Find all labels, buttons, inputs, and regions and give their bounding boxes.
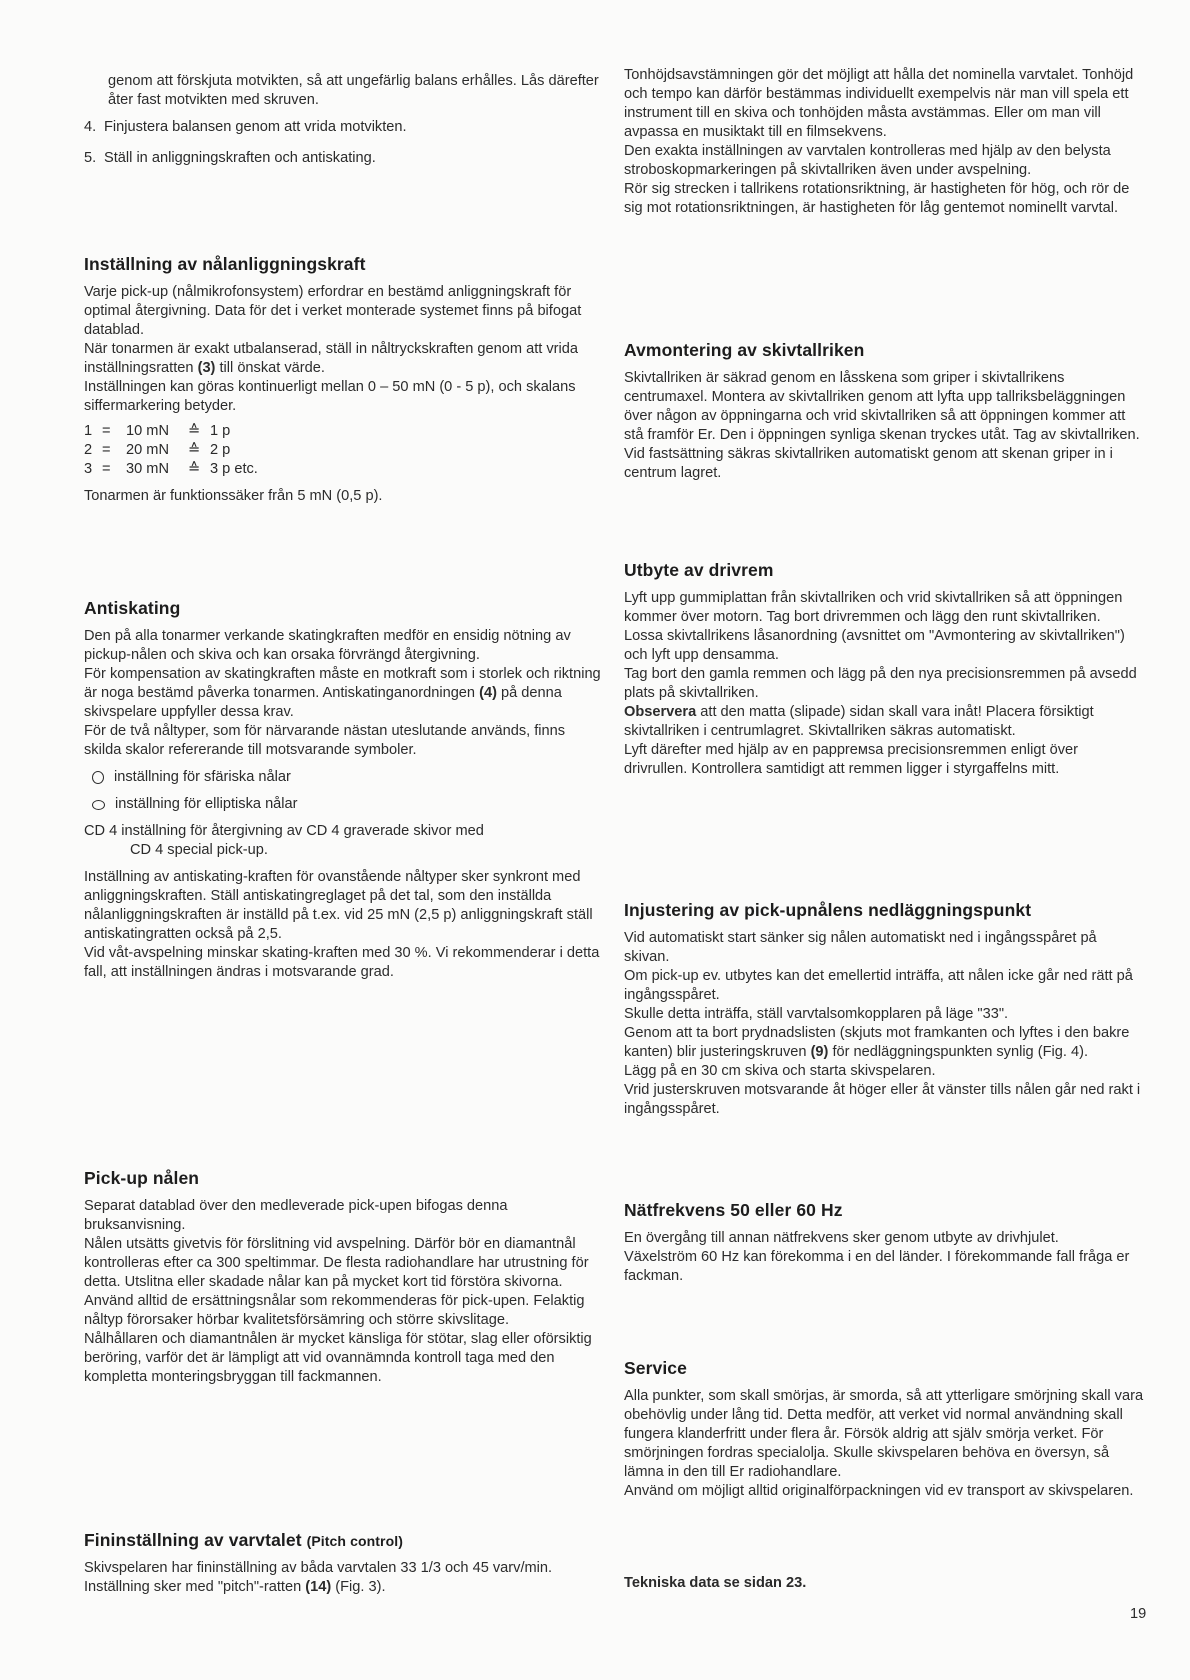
section-natfrekvens — [624, 1200, 1144, 1286]
cd4-note: CD 4 inställning för återgivning av CD 4 graverade skivor med CD 4 special pick-up. — [84, 823, 484, 858]
paragraph: Inställningen kan göras kontinuerligt mellan 0 – 50 mN (0 - 5 p), och skalans siffermarkering betyder. — [84, 379, 576, 414]
section-heading: Nätfrekvens 50 eller 60 Hz — [624, 1200, 843, 1220]
paragraph: Växelström 60 Hz kan förekomma i en del länder. I förekommande fall fråga er fackman. — [624, 1249, 1130, 1284]
paragraph: Vid fastsättning säkras skivtallriken automatiskt genom att skenan griper in i centrum lagret. — [624, 446, 1113, 481]
section-heading: Fininställning av varvtalet (Pitch control) — [84, 1530, 403, 1550]
paragraph: Skulle detta inträffa, ställ varvtalsomkopplaren på läge "33". — [624, 1006, 1009, 1022]
paragraph: Nålhållaren och diamantnålen är mycket känsliga för stötar, slag eller oförsiktig beröring, varför det är lämpligt att vid ovannämnda kontroll taga med den kompletta monteringsbryggan till fackmannen. — [84, 1331, 592, 1385]
ellipse-icon — [92, 800, 105, 810]
intro-right — [624, 66, 1144, 218]
paragraph: Vrid justerskruven motsvarande åt höger eller åt vänster tills nålen går ned rakt i ingångsspåret. — [624, 1082, 1141, 1117]
paragraph: Inställning av antiskating-kraften för ovanstående nåltyper sker synkront med anliggningskraften. Ställ antiskatingreglaget på det tal, som den inställda nålanliggningskraften är inställd på t.ex. vid 25 mN (2,5 p) anliggningskraft ställ antiskatingratten också på 2,5. — [84, 869, 593, 942]
paragraph: Nålen utsätts givetvis för förslitning vid avspelning. Därför bör en diamantnål kontrolleras efter ca 300 speltimmar. De flesta radiohandlare har utrustning för detta. Utslitna eller skadade nålar kan på mycket kort tid förstöra skivorna. — [84, 1236, 589, 1290]
paragraph: En övergång till annan nätfrekvens sker genom utbyte av drivhjulet. — [624, 1230, 1059, 1246]
paragraph: Vid automatiskt start sänker sig nålen automatiskt ned i ingångsspåret på skivan. — [624, 930, 1097, 965]
list-item: 4. Finjustera balansen genom att vrida motvikten. — [84, 119, 407, 135]
section-antiskating — [84, 598, 604, 982]
section-fininstallning — [84, 1530, 604, 1597]
paragraph: För de två nåltyper, som för närvarande nästan uteslutande används, finns skilda skalor refererande till motsvarande symboler. — [84, 723, 566, 758]
paragraph: Alla punkter, som skall smörjas, är smorda, så att ytterligare smörjning skall vara obehövlig under lång tid. Detta medför, att verket vid normal användning skall fungera klanderfritt under flera år. Försök aldrig att själv smörja verket. För smörjningen fordras specialolja. Skulle skivspelaren behöva en översyn, så lämna in den till Er radiohandlare. — [624, 1388, 1144, 1480]
section-heading: Avmontering av skivtallriken — [624, 340, 865, 360]
paragraph: Lyft därefter med hjälp av en papprемsa precisionsremmen enligt över drivrullen. Kontrollera samtidigt att remmen ligger i styrgaffelns mitt. — [624, 742, 1079, 777]
section-pickup-nalen — [84, 1168, 604, 1387]
section-injustering — [624, 900, 1144, 1119]
section-heading: Inställning av nålanliggningskraft — [84, 254, 366, 274]
paragraph: Genom att ta bort prydnadslisten (skjuts mot framkanten och lyftes i den bakre kanten) blir justeringskruven (9) för nedläggningspunkten synlig (Fig. 4). — [624, 1025, 1130, 1060]
intro-steps — [84, 118, 604, 168]
section-heading: Pick-up nålen — [84, 1168, 200, 1188]
paragraph: Tonhöjdsavstämningen gör det möjligt att hålla det nominella varvtalet. Tonhöjd och tempo kan därför bestämmas individuellt exempelvis när man vill spela ett instrument till en skiva och tonhöjden måsta avstämmas. Eller om man vill avpassa en musiktakt till en filmsekvens. — [624, 67, 1134, 140]
section-heading: Antiskating — [84, 598, 181, 618]
table-row: 1 = 10 mN ≙ 1 p — [84, 423, 231, 439]
paragraph: Vid våt-avspelning minskar skating-kraften med 30 %. Vi rekommenderar i detta fall, att inställningen ändras i motsvarande grad. — [84, 945, 600, 980]
section-heading: Utbyte av drivrem — [624, 560, 774, 580]
paragraph: Observera att den matta (slipade) sidan skall vara inåt! Placera försiktigt skivtallriken i centrumlagret. Skivtallriken säkras automatiskt. — [624, 704, 1094, 739]
paragraph: Rör sig strecken i tallrikens rotationsriktning, är hastigheten för hög, och rör de sig mot rotationsriktningen, är hastigheten för låg gentemot nominellt varvtal. — [624, 181, 1130, 216]
paragraph: När tonarmen är exakt utbalanserad, ställ in nåltryckskraften genom att vrida inställningsratten (3) till önskat värde. — [84, 341, 578, 376]
table-row: 3 = 30 mN ≙ 3 p etc. — [84, 461, 258, 477]
paragraph: Den på alla tonarmer verkande skatingkraften medför en ensidig nötning av pickup-nålen och skiva och kan orsaka förvrängd återgivning. — [84, 628, 571, 663]
list-item: 5. Ställ in anliggningskraften och antiskating. — [84, 150, 376, 166]
symbol-spherical: inställning för sfäriska nålar — [92, 768, 604, 787]
paragraph: Lyft upp gummiplattan från skivtallriken och vrid skivtallriken så att öppningen kommer över motorn. Tag bort drivremmen och lägg den runt skivtallriken. — [624, 590, 1123, 625]
section-heading: Injustering av pick-upnålens nedläggningspunkt — [624, 900, 1032, 920]
technical-data-note: Tekniska data se sidan 23. — [624, 1575, 807, 1591]
force-scale-table — [84, 422, 604, 479]
intro-text: genom att förskjuta motvikten, så att ungefärlig balans erhålles. Lås därefter åter fast motvikten med skruven. — [108, 73, 599, 108]
paragraph: Använd alltid de ersättningsnålar som rekommenderas för pick-upen. Felaktig nåltyp förorsaker hörbar kvalitetsförsämring och större skivslitage. — [84, 1293, 585, 1328]
paragraph: Varje pick-up (nålmikrofonsystem) erfordrar en bestämd anliggningskraft för optimal återgivning. Data för det i verket monterade systemet finns på bifogat datablad. — [84, 284, 582, 338]
symbol-elliptical: inställning för elliptiska nålar — [92, 795, 604, 814]
paragraph: Använd om möjligt alltid originalförpackningen vid ev transport av skivspelaren. — [624, 1483, 1134, 1499]
paragraph: Tag bort den gamla remmen och lägg på den nya precisionsremmen på avsedd plats på skivtallriken. — [624, 666, 1137, 701]
paragraph: För kompensation av skatingkraften måste en motkraft som i storlek och riktning är noga bestämd påverka tonarmen. Antiskatinganordningen (4) på denna skivspelare uppfyller dessa krav. — [84, 666, 601, 720]
page-number: 19 — [1130, 1606, 1147, 1622]
section-service — [624, 1358, 1144, 1501]
paragraph: Skivtallriken är säkrad genom en låsskena som griper i skivtallrikens centrumaxel. Montera av skivtallriken genom att lyfta upp tallriksbeläggningen över någon av öppningarna och vrid skivtallriken så att öppningen kommer att stå framför Er. Den i öppningen synliga skenan tryckes utåt. Tag av skivtallriken. — [624, 370, 1140, 443]
section-utbyte-drivrem — [624, 560, 1144, 779]
section-heading: Service — [624, 1358, 687, 1378]
circle-icon — [92, 771, 104, 784]
paragraph: Lägg på en 30 cm skiva och starta skivspelaren. — [624, 1063, 936, 1079]
section-avmontering — [624, 340, 1144, 483]
intro-left — [84, 72, 604, 180]
section-nalanliggningskraft — [84, 254, 604, 506]
paragraph: Skivspelaren har fininställning av båda varvtalen 33 1/3 och 45 varv/min. Inställning sker med "pitch"-ratten (14) (Fig. 3). — [84, 1560, 553, 1595]
paragraph: Separat datablad över den medleverade pick-upen bifogas denna bruksanvisning. — [84, 1198, 508, 1233]
paragraph: Lossa skivtallrikens låsanordning (avsnittet om "Avmontering av skivtallriken") och lyft upp densamma. — [624, 628, 1125, 663]
table-row: 2 = 20 mN ≙ 2 p — [84, 442, 231, 458]
paragraph: Om pick-up ev. utbytes kan det emellertid inträffa, att nålen icke går ned rätt på ingångsspåret. — [624, 968, 1133, 1003]
paragraph: Den exakta inställningen av varvtalen kontrolleras med hjälp av den belysta stroboskopmarkeringen på skivtallriken även under avspelning. — [624, 143, 1111, 178]
paragraph: Tonarmen är funktionssäker från 5 mN (0,5 p). — [84, 488, 383, 504]
